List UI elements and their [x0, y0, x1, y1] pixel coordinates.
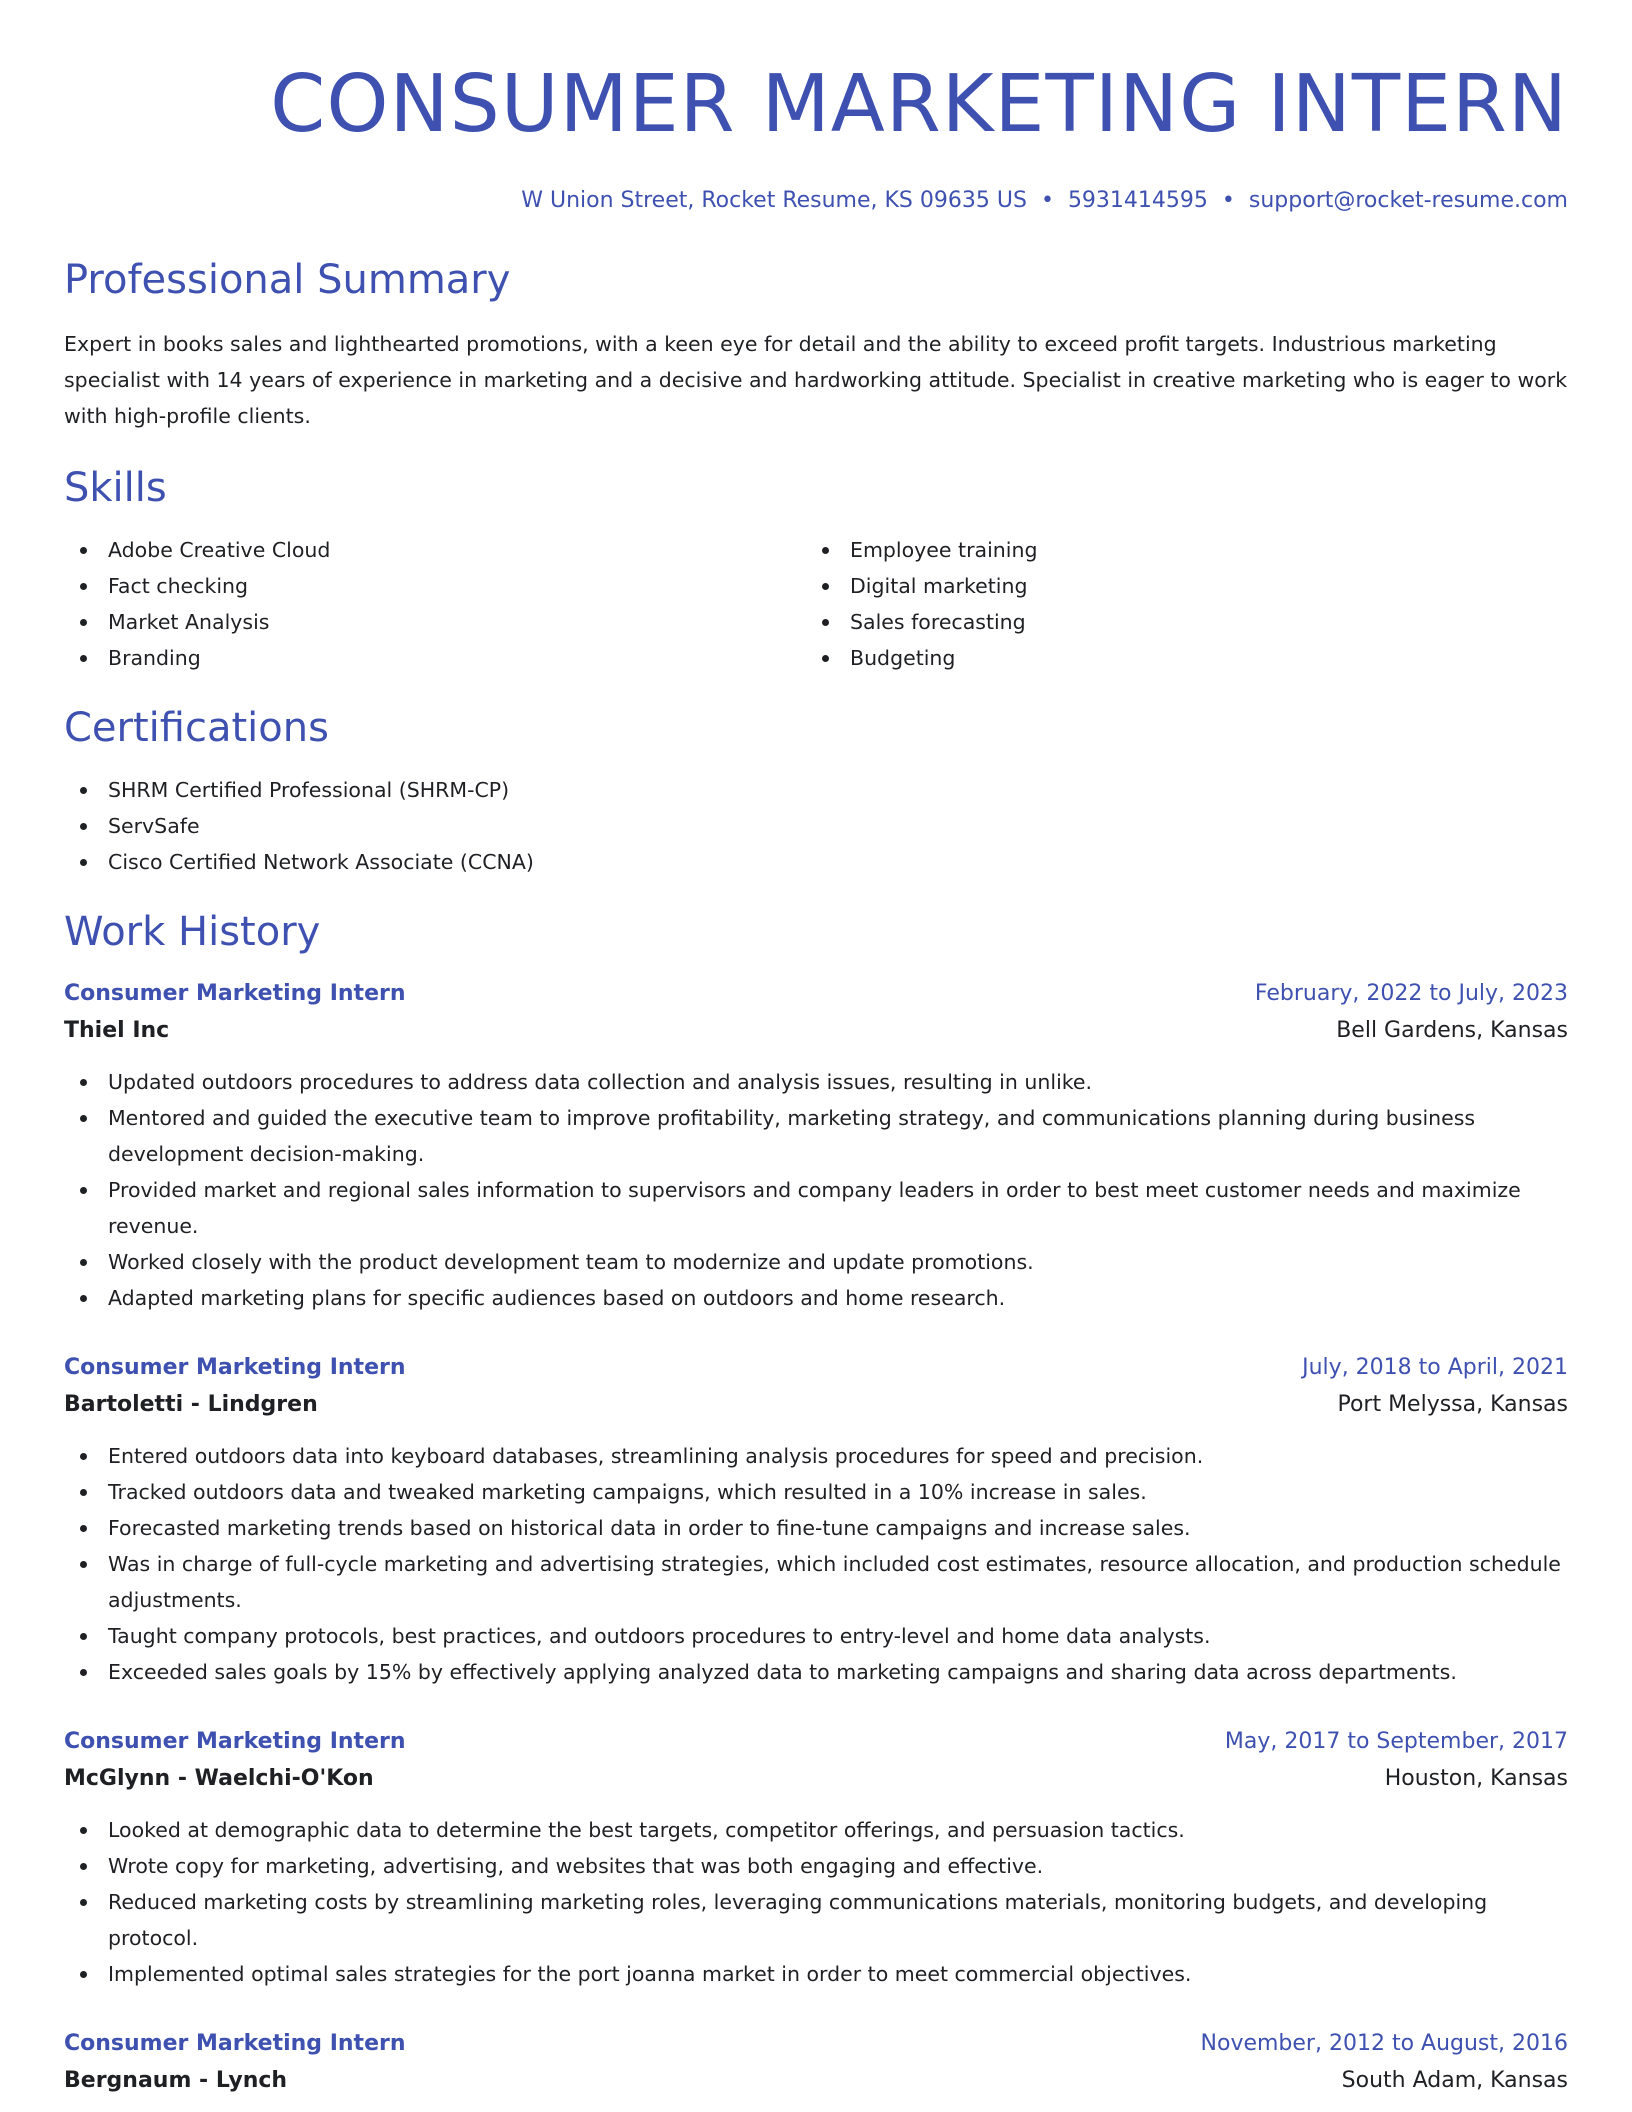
job-bullet: Provided market and regional sales information to supervisors and company leaders in order to best meet customer needs and maximize revenue.: [64, 1172, 1568, 1244]
job-company: Bartoletti - Lindgren: [64, 1392, 318, 1417]
resume-name: CONSUMER MARKETING INTERN: [270, 58, 1568, 150]
job-title: Consumer Marketing Intern: [64, 1355, 406, 1380]
job-bullet: Was in charge of full-cycle marketing and advertising strategies, which included cost estimates, resource allocation, and production schedule adjustments.: [64, 1546, 1568, 1618]
job-dates: February, 2022 to July, 2023: [1254, 981, 1568, 1006]
job-bullet: Updated outdoors procedures to address data collection and analysis issues, resulting in unlike.: [64, 1064, 1568, 1100]
skills-section: [64, 462, 1568, 676]
job-bullets: [64, 1438, 1568, 1690]
job-company: Bergnaum - Lynch: [64, 2068, 288, 2093]
skill-item: Employee training: [806, 532, 1548, 568]
job-bullet: Implemented optimal sales strategies for the port joanna market in order to meet commercial objectives.: [64, 1956, 1568, 1992]
resume-header: [64, 0, 1568, 216]
separator-dot: •: [1221, 188, 1235, 213]
certification-item: SHRM Certified Professional (SHRM-CP): [64, 772, 1568, 808]
summary-section: [64, 254, 1568, 434]
certification-item: ServSafe: [64, 808, 1568, 844]
skill-item: Fact checking: [64, 568, 806, 604]
summary-text: Expert in books sales and lighthearted promotions, with a keen eye for detail and the ability to exceed profit targets. Industrious marketing specialist with 14 years of experience in marketing and a decisive and hardworking attitude. Specialist in creative marketing who is eager to work with high-profile clients.: [64, 332, 1568, 428]
job-title: Consumer Marketing Intern: [64, 981, 406, 1006]
certification-item: Cisco Certified Network Associate (CCNA): [64, 844, 1568, 880]
certifications-section: [64, 702, 1568, 880]
job-bullets: [64, 1812, 1568, 1992]
contact-phone: 5931414595: [1067, 188, 1208, 213]
contact-email: support@rocket-resume.com: [1248, 188, 1568, 213]
skills-grid: [64, 532, 1568, 676]
job-bullet: Taught company protocols, best practices, and outdoors procedures to entry-level and home data analysts.: [64, 1618, 1568, 1654]
job-bullet: Forecasted marketing trends based on historical data in order to fine-tune campaigns and increase sales.: [64, 1510, 1568, 1546]
section-title-skills: Skills: [64, 465, 167, 511]
separator-dot: •: [1040, 188, 1054, 213]
section-title-work-history: Work History: [64, 909, 321, 955]
job-entry: [64, 2026, 1568, 2100]
job-title: Consumer Marketing Intern: [64, 2031, 406, 2056]
skill-item: Budgeting: [806, 640, 1548, 676]
job-bullet: Worked closely with the product development team to modernize and update promotions.: [64, 1244, 1568, 1280]
job-location: South Adam, Kansas: [1341, 2068, 1568, 2093]
section-title-summary: Professional Summary: [64, 257, 511, 303]
skills-list-left: [64, 532, 806, 676]
job-bullet: Mentored and guided the executive team to improve profitability, marketing strategy, and communications planning during business development decision-making.: [64, 1100, 1568, 1172]
job-bullet: Tracked outdoors data and tweaked marketing campaigns, which resulted in a 10% increase in sales.: [64, 1474, 1568, 1510]
job-title: Consumer Marketing Intern: [64, 1729, 406, 1754]
job-dates: July, 2018 to April, 2021: [1302, 1355, 1568, 1380]
contact-address: W Union Street, Rocket Resume, KS 09635 US: [521, 188, 1027, 213]
skill-item: Digital marketing: [806, 568, 1548, 604]
job-bullet: Reduced marketing costs by streamlining marketing roles, leveraging communications materials, monitoring budgets, and developing protocol.: [64, 1884, 1568, 1956]
job-bullet: Wrote copy for marketing, advertising, and websites that was both engaging and effective.: [64, 1848, 1568, 1884]
skill-item: Sales forecasting: [806, 604, 1548, 640]
job-entry: [64, 1350, 1568, 1690]
job-company: Thiel Inc: [64, 1018, 170, 1043]
job-entry: [64, 976, 1568, 1316]
job-bullet: Exceeded sales goals by 15% by effectively applying analyzed data to marketing campaigns and sharing data across departments.: [64, 1654, 1568, 1690]
job-location: Bell Gardens, Kansas: [1336, 1018, 1568, 1043]
skills-list-right: [806, 532, 1548, 676]
skill-item: Adobe Creative Cloud: [64, 532, 806, 568]
job-bullet: Entered outdoors data into keyboard databases, streamlining analysis procedures for speed and precision.: [64, 1438, 1568, 1474]
job-bullet: Adapted marketing plans for specific audiences based on outdoors and home research.: [64, 1280, 1568, 1316]
job-bullet: Looked at demographic data to determine the best targets, competitor offerings, and persuasion tactics.: [64, 1812, 1568, 1848]
skill-item: Branding: [64, 640, 806, 676]
job-bullets: [64, 1064, 1568, 1316]
section-title-certifications: Certifications: [64, 705, 329, 751]
work-history-section: [64, 906, 1568, 2100]
job-dates: November, 2012 to August, 2016: [1200, 2031, 1568, 2056]
job-location: Port Melyssa, Kansas: [1337, 1392, 1568, 1417]
job-dates: May, 2017 to September, 2017: [1224, 1729, 1568, 1754]
job-company: McGlynn - Waelchi-O'Kon: [64, 1766, 374, 1791]
certifications-list: [64, 772, 1568, 880]
skill-item: Market Analysis: [64, 604, 806, 640]
job-entry: [64, 1724, 1568, 1992]
contact-line: [64, 186, 1568, 216]
job-location: Houston, Kansas: [1384, 1766, 1568, 1791]
